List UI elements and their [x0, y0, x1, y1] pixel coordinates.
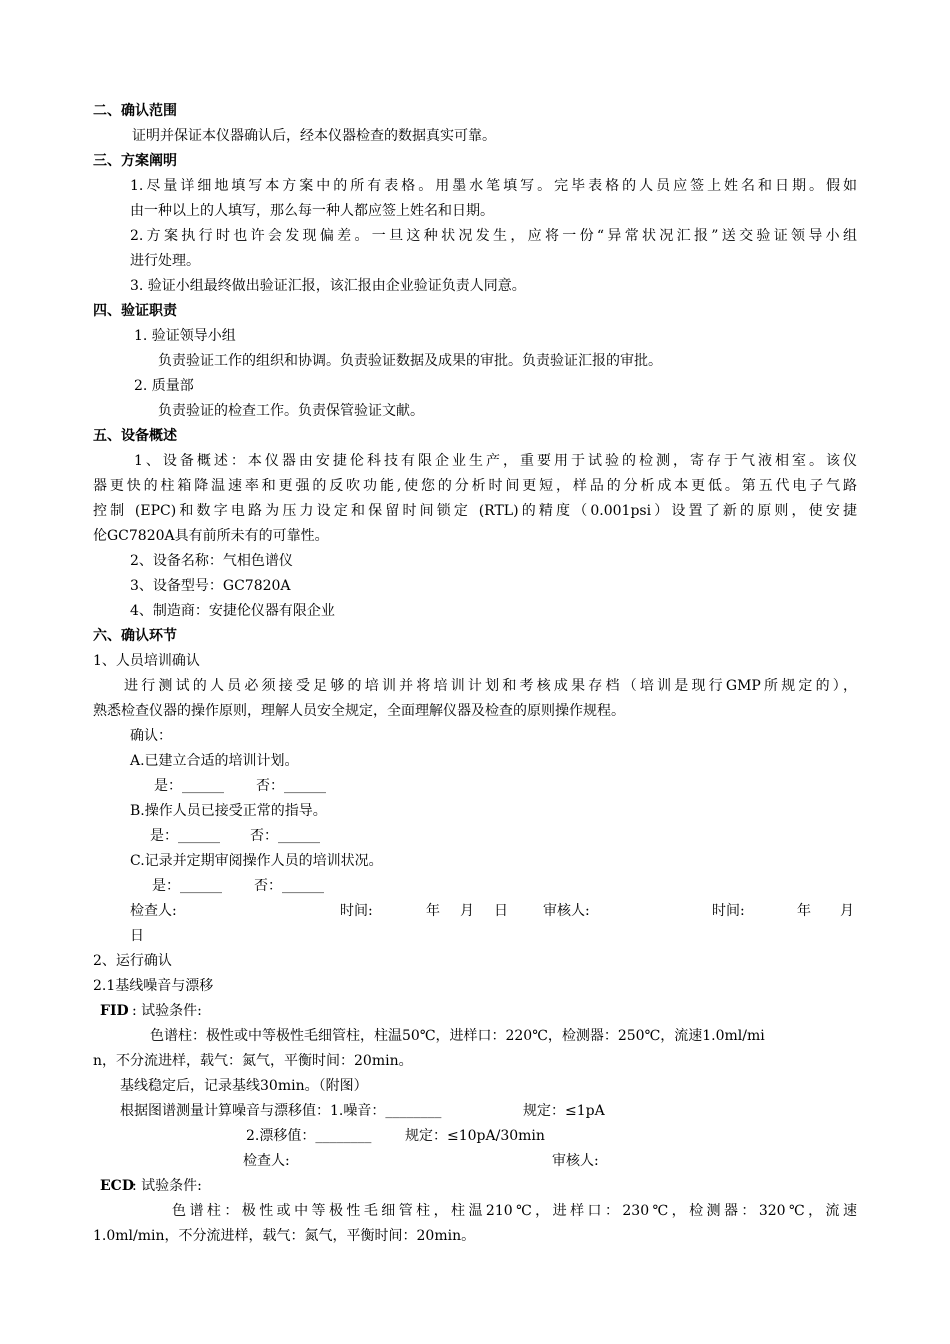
check-b: B.操作人员已接受正常的指导。	[130, 803, 327, 819]
check-b-no-field[interactable]: 否：______	[250, 828, 320, 844]
inspector-label: 检查人:	[130, 903, 177, 919]
operation-title: 2、运行确认	[93, 953, 172, 969]
training-title: 1、人员培训确认	[93, 653, 200, 669]
equipment-maker: 4、制造商：安捷伦仪器有限企业	[130, 603, 335, 619]
plan-item-1-line-1: 1.尽量详细地填写本方案中的所有表格。用墨水笔填写。完毕表格的人员应签上姓名和日期。假如	[130, 178, 857, 194]
year-label-1: 年	[426, 903, 440, 919]
time-label-2: 时间:	[712, 903, 745, 919]
plan-item-3: 3. 验证小组最终做出验证汇报，该汇报由企业验证负责人同意。	[130, 278, 526, 294]
check-a: A.已建立合适的培训计划。	[130, 753, 299, 769]
day-label-2: 日	[130, 928, 144, 944]
training-text-line-1: 进行测试的人员必须接受足够的培训并将培训计划和考核成果存档（培训是现行GMP所规定的），	[124, 678, 857, 694]
equipment-desc-line-3: 控制 (EPC)和数字电路为压力设定和保留时间锁定 (RTL)的精度（0.001psi）设置了新的原则，使安捷	[93, 503, 857, 519]
duty-1-title: 1. 验证领导小组	[134, 328, 236, 344]
ecd-label: ECD	[100, 1178, 134, 1194]
section-heading-steps: 六、确认环节	[93, 628, 177, 644]
duty-2-body: 负责验证的检查工作。负责保管验证文献。	[158, 403, 424, 419]
drift-field[interactable]: 2.漂移值：________	[246, 1128, 372, 1144]
check-c: C.记录并定期审阅操作人员的培训状况。	[130, 853, 383, 869]
reviewer-label: 审核人:	[543, 903, 590, 919]
fid-condition-line-1: 色谱柱：极性或中等极性毛细管柱，柱温50℃，进样口：220℃，检测器：250℃，流速1.0ml/mi	[150, 1028, 765, 1044]
ecd-condition-label: : 试验条件:	[132, 1178, 202, 1194]
duty-1-body: 负责验证工作的组织和协调。负责验证数据及成果的审批。负责验证汇报的审批。	[158, 353, 662, 369]
plan-item-1-line-2: 由一种以上的人填写，那么每一种人都应签上姓名和日期。	[130, 203, 494, 219]
check-a-yes-field[interactable]: 是：______	[154, 778, 224, 794]
training-text-line-2: 熟悉检查仪器的操作原则，理解人员安全规定，全面理解仪器及检查的原则操作规程。	[93, 703, 625, 719]
noise-calc-field[interactable]: 根据图谱测量计算噪音与漂移值：1.噪音：________	[120, 1103, 442, 1119]
equipment-name: 2、设备名称：气相色谱仪	[130, 553, 293, 569]
baseline-noise-title: 2.1基线噪音与漂移	[93, 978, 214, 994]
check-b-yes-field[interactable]: 是：______	[150, 828, 220, 844]
baseline-record: 基线稳定后，记录基线30min。（附图）	[120, 1078, 368, 1094]
equipment-model: 3、设备型号：GC7820A	[130, 578, 291, 594]
plan-item-2-line-1: 2.方案执行时也许会发现偏差。一旦这种状况发生，应将一份“异常状况汇报”送交验证领导小组	[130, 228, 857, 244]
year-label-2: 年	[797, 903, 811, 919]
scope-text: 证明并保证本仪器确认后，经本仪器检查的数据真实可靠。	[132, 128, 496, 144]
plan-item-2-line-2: 进行处理。	[130, 253, 200, 269]
month-label-1: 月	[460, 903, 474, 919]
confirm-label: 确认：	[130, 728, 172, 744]
ecd-condition-line-2: 1.0ml/min，不分流进样，载气：氮气，平衡时间：20min。	[93, 1228, 476, 1244]
fid-condition-line-2: n，不分流进样，载气：氮气，平衡时间：20min。	[93, 1053, 413, 1069]
section-heading-plan: 三、方案阐明	[93, 153, 177, 169]
drift-spec: 规定：≤10pA/30min	[405, 1128, 545, 1144]
section-heading-scope: 二、确认范围	[93, 103, 177, 119]
check-c-no-field[interactable]: 否：______	[254, 878, 324, 894]
duty-2-title: 2. 质量部	[134, 378, 194, 394]
noise-spec: 规定：≤1pA	[523, 1103, 605, 1119]
equipment-desc-line-2: 器更快的柱箱降温速率和更强的反吹功能,使您的分析时间更短，样品的分析成本更低。第五代电子气路	[93, 478, 857, 494]
check-a-no-field[interactable]: 否：______	[256, 778, 326, 794]
ecd-condition-line-1: 色谱柱：极性或中等极性毛细管柱，柱温210℃，进样口：230℃，检测器：320℃，流速	[172, 1203, 857, 1219]
fid-condition-label: : 试验条件:	[132, 1003, 202, 1019]
check-c-yes-field[interactable]: 是：______	[152, 878, 222, 894]
section-heading-duties: 四、验证职责	[93, 303, 177, 319]
equipment-desc-line-4: 伦GC7820A具有前所未有的可靠性。	[93, 528, 329, 544]
section-heading-equipment: 五、设备概述	[93, 428, 177, 444]
time-label-1: 时间:	[340, 903, 373, 919]
month-label-2: 月	[840, 903, 854, 919]
fid-label: FID	[100, 1003, 129, 1019]
fid-inspector-label: 检查人:	[243, 1153, 290, 1169]
equipment-desc-line-1: 1、设备概述：本仪器由安捷伦科技有限企业生产，重要用于试验的检测，寄存于气液相室。该仪	[134, 453, 857, 469]
fid-reviewer-label: 审核人:	[552, 1153, 599, 1169]
day-label-1: 日	[494, 903, 508, 919]
